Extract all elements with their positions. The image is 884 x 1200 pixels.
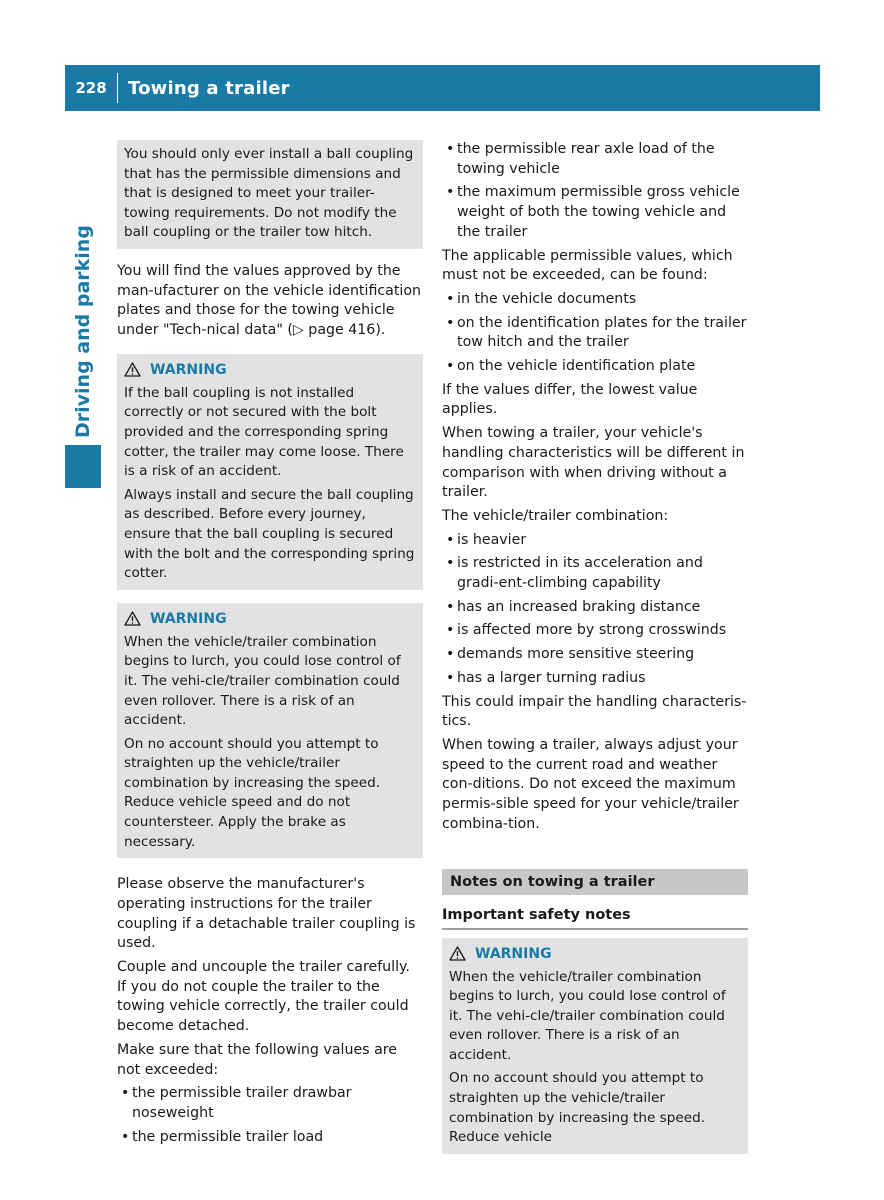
warning-text: On no account should you attempt to straighten up the vehicle/trailer combination by increasing the speed. Reduce vehicle speed and do not countersteer. Apply the brake as necessary. xyxy=(124,735,381,850)
header-divider xyxy=(117,73,118,103)
warning-text: If the ball coupling is not installed correctly or not secured with the bolt provided and the corresponding spring cotter, the trailer may come loose. There is a risk of an accident. xyxy=(124,384,404,480)
subheading: Important safety notes xyxy=(442,905,748,930)
warning-heading xyxy=(449,944,741,964)
paragraph: The applicable permissible values, which must not be exceeded, can be found: xyxy=(442,247,733,284)
warning-triangle-icon xyxy=(124,362,141,377)
paragraph: If the values differ, the lowest value applies. xyxy=(442,381,698,418)
list-item: • in the vehicle documents xyxy=(442,290,748,310)
warning-label: WARNING xyxy=(475,945,552,962)
warning-label: WARNING xyxy=(150,361,227,378)
list-item: • is heavier xyxy=(442,531,748,551)
note-text: You should only ever install a ball coupling that has the permissible dimensions and that is designed to meet your trailer-towing requirements. Do not modify the ball coupling or the trailer tow hitch. xyxy=(124,146,414,241)
warning-text: Always install and secure the ball coupling as described. Before every journey, ensure that the ball coupling is secured with the bolt and the corresponding spring cotter. xyxy=(124,486,415,582)
side-tab-label: Driving and parking xyxy=(72,225,94,438)
right-column xyxy=(442,140,748,1154)
warning-triangle-icon xyxy=(124,611,141,626)
list-item: • has an increased braking distance xyxy=(442,598,748,618)
left-column xyxy=(117,140,423,1151)
bullet-list xyxy=(442,290,748,377)
page-header xyxy=(65,65,820,111)
list-item: • on the identification plates for the trailer tow hitch and the trailer xyxy=(442,314,748,353)
warning-box xyxy=(442,938,748,1154)
section-title: Notes on towing a trailer xyxy=(442,869,748,895)
warning-box xyxy=(117,354,423,590)
bullet-list xyxy=(117,1084,423,1147)
list-item: • the maximum permissible gross vehicle weight of both the towing vehicle and the trailer xyxy=(442,183,748,242)
warning-text: On no account should you attempt to straighten up the vehicle/trailer combination by increasing the speed. Reduce vehicle xyxy=(449,1070,706,1146)
warning-text: When the vehicle/trailer combination begins to lurch, you could lose control of it. The vehi-cle/trailer combination could even rollover. There is a risk of an accident. xyxy=(449,968,726,1063)
list-item: • the permissible rear axle load of the towing vehicle xyxy=(442,140,748,179)
warning-text: When the vehicle/trailer combination begins to lurch, you could lose control of it. The vehi-cle/trailer combination could even rollover. There is a risk of an accident. xyxy=(124,633,401,729)
warning-heading xyxy=(124,360,416,380)
warning-box xyxy=(117,603,423,859)
warning-label: WARNING xyxy=(150,610,227,627)
bullet-list xyxy=(442,531,748,689)
paragraph: Please observe the manufacturer's operating instructions for the trailer coupling if a detachable trailer coupling is used. xyxy=(117,876,416,952)
page-title: Towing a trailer xyxy=(128,77,290,99)
paragraph: When towing a trailer, always adjust your speed to the current road and weather con-ditions. Do not exceed the maximum permis-sible speed for your vehicle/trailer combina-tion. xyxy=(442,736,739,832)
list-item: • is restricted in its acceleration and gradi-ent-climbing capability xyxy=(442,554,748,593)
page-number: 228 xyxy=(75,79,107,97)
list-item: • the permissible trailer drawbar noseweight xyxy=(117,1084,423,1123)
list-item: • demands more sensitive steering xyxy=(442,645,748,665)
paragraph: The vehicle/trailer combination: xyxy=(442,507,669,524)
list-item: • has a larger turning radius xyxy=(442,669,748,689)
note-box xyxy=(117,140,423,249)
warning-heading xyxy=(124,609,416,629)
list-item: • is affected more by strong crosswinds xyxy=(442,621,748,641)
side-tab-marker xyxy=(65,445,101,488)
warning-triangle-icon xyxy=(449,946,466,961)
paragraph: This could impair the handling characteris-tics. xyxy=(442,693,747,730)
list-item: • on the vehicle identification plate xyxy=(442,357,748,377)
paragraph: Couple and uncouple the trailer carefully. If you do not couple the trailer to the towing vehicle correctly, the trailer could become detached. xyxy=(117,959,410,1035)
paragraph: When towing a trailer, your vehicle's handling characteristics will be different in comparison with when driving without a trailer. xyxy=(442,425,745,501)
list-item: • the permissible trailer load xyxy=(117,1128,423,1148)
paragraph: Make sure that the following values are not exceeded: xyxy=(117,1041,398,1078)
paragraph: You will find the values approved by the man-ufacturer on the vehicle identification plates and those for the towing vehicle under "Tech-nical data" (▷ page 416). xyxy=(117,262,422,339)
bullet-list xyxy=(442,140,748,243)
